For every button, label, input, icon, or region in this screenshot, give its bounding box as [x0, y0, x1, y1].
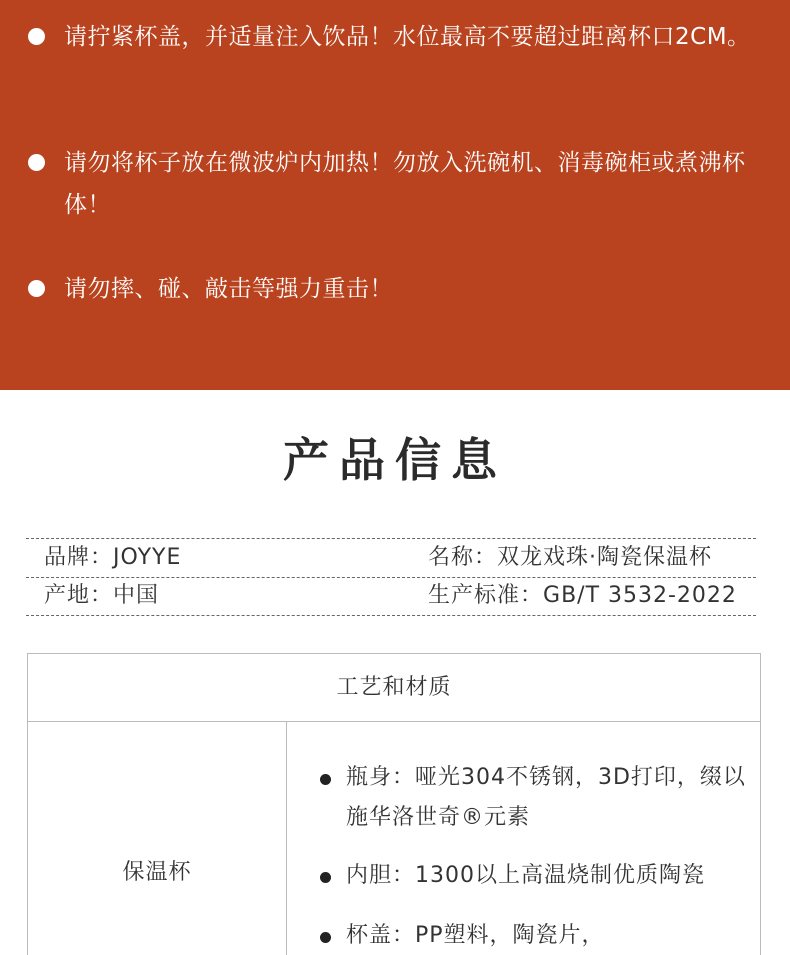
origin-label: 产地： — [44, 583, 114, 608]
bullet-icon — [28, 154, 45, 171]
name-value: 双龙戏珠·陶瓷保温杯 — [497, 545, 713, 570]
standard-label: 生产标准： — [428, 583, 544, 608]
origin-field — [44, 579, 159, 613]
spec-table-header: 工艺和材质 — [28, 654, 760, 722]
divider — [26, 538, 756, 539]
spec-table — [27, 653, 761, 955]
bullet-icon — [28, 280, 45, 297]
origin-value: 中国 — [113, 583, 160, 608]
brand-field — [44, 541, 181, 575]
warning-text: 请拧紧杯盖，并适量注入饮品！水位最高不要超过距离杯口2CM。 — [64, 24, 751, 50]
standard-field — [428, 579, 737, 613]
spec-item-text: 内胆：1300以上高温烧制优质陶瓷 — [346, 863, 705, 888]
column-divider — [286, 722, 287, 955]
name-field — [428, 541, 712, 575]
brand-value: JOYYE — [113, 545, 182, 570]
bullet-icon — [320, 872, 331, 883]
name-label: 名称： — [428, 545, 498, 570]
spec-item-text: 瓶身：哑光304不锈钢，3D打印，缀以施华洛世奇®元素 — [346, 765, 746, 830]
bullet-icon — [320, 774, 331, 785]
bullet-icon — [320, 932, 331, 943]
divider — [26, 577, 756, 578]
warning-text: 请勿将杯子放在微波炉内加热！勿放入洗碗机、消毒碗柜或煮沸杯体！ — [64, 150, 746, 218]
product-name-cell: 保温杯 — [122, 860, 192, 885]
divider — [26, 615, 756, 616]
bullet-icon — [28, 28, 45, 45]
standard-value: GB/T 3532-2022 — [543, 583, 737, 608]
spec-item-text: 杯盖：PP塑料，陶瓷片， — [346, 923, 605, 948]
care-instructions-panel — [0, 0, 790, 390]
section-title: 产品信息 — [283, 433, 507, 487]
warning-text: 请勿摔、碰、敲击等强力重击！ — [64, 276, 393, 302]
brand-label: 品牌： — [44, 545, 114, 570]
